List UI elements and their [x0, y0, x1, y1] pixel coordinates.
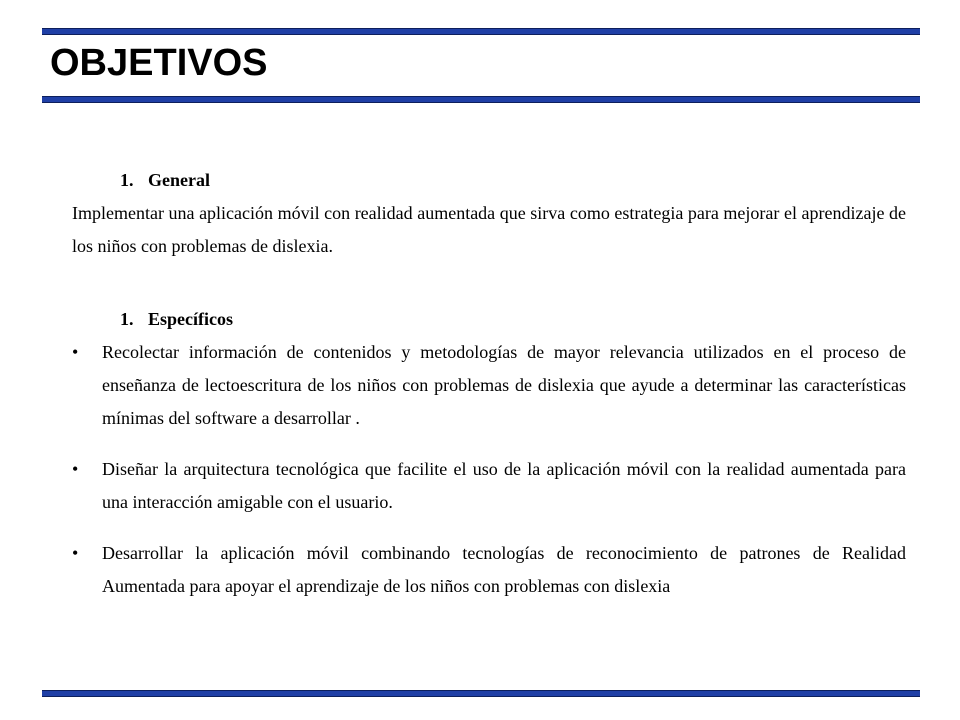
especificos-number: 1.	[120, 309, 134, 329]
general-heading	[72, 164, 906, 197]
bottom-divider	[42, 690, 920, 697]
list-item	[72, 537, 906, 603]
list-item-text: Diseñar la arquitectura tecnológica que facilite el uso de la aplicación móvil con la realidad aumentada para una interacción amigable con el usuario.	[102, 459, 906, 512]
general-heading-text: General	[148, 170, 210, 190]
top-divider	[42, 28, 920, 35]
especificos-list	[72, 336, 906, 603]
general-text: Implementar una aplicación móvil con realidad aumentada que sirva como estrategia para mejorar el aprendizaje de los niños con problemas de dislexia.	[72, 203, 906, 256]
bullet-icon: •	[72, 459, 79, 479]
list-item	[72, 453, 906, 519]
title-divider	[42, 96, 920, 103]
list-item-text: Desarrollar la aplicación móvil combinando tecnologías de reconocimiento de patrones de Realidad Aumentada para apoyar el aprendizaje de los niños con problemas con dislexia	[102, 543, 906, 596]
list-item	[72, 336, 906, 435]
bullet-icon: •	[72, 543, 79, 563]
bullet-icon: •	[72, 342, 79, 362]
slide-title: OBJETIVOS	[50, 42, 268, 84]
general-number: 1.	[120, 170, 134, 190]
especificos-heading	[72, 303, 906, 336]
slide-content	[72, 164, 906, 621]
especificos-heading-text: Específicos	[148, 309, 233, 329]
list-item-text: Recolectar información de contenidos y metodologías de mayor relevancia utilizados en el proceso de enseñanza de lectoescritura de los niños con problemas de dislexia que ayude a determinar las características mínimas del software a desarrollar .	[102, 342, 906, 428]
